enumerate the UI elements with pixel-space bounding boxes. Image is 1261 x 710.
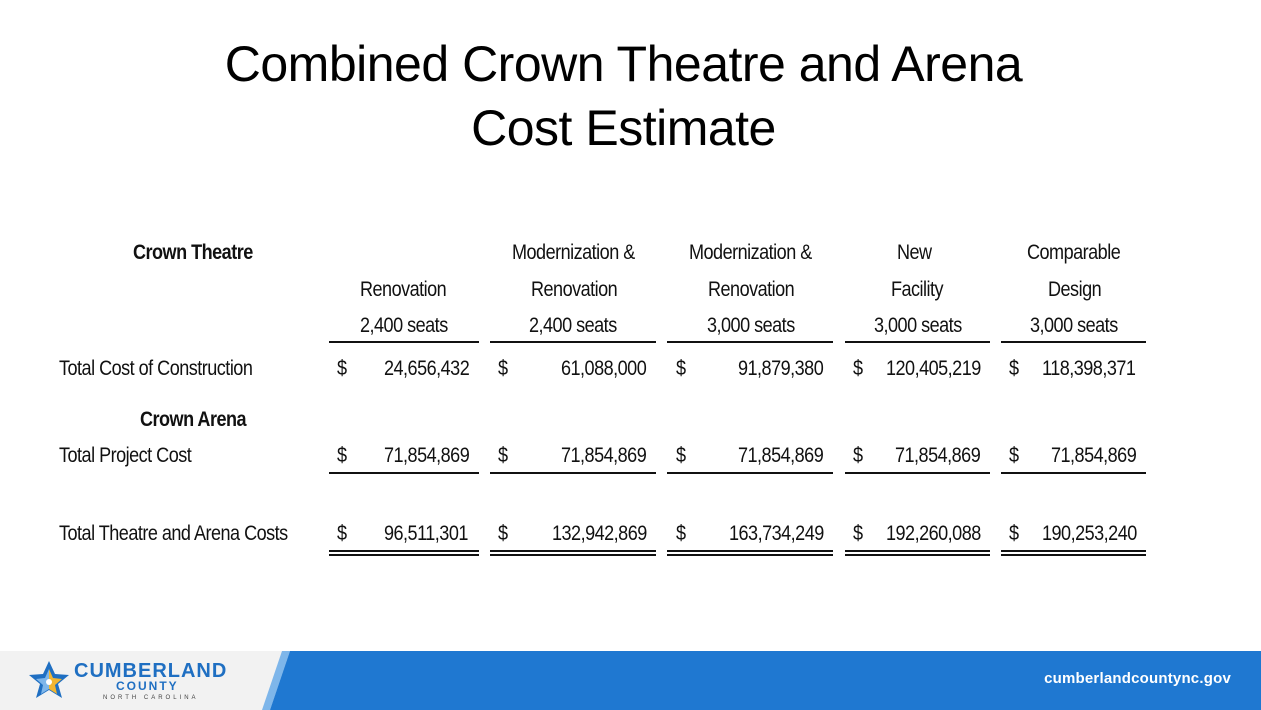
slide-title-line-1: Combined Crown Theatre and Arena	[224, 36, 1023, 92]
col-5-header-line-1: Comparable	[1027, 241, 1121, 264]
slide-title	[0, 32, 1247, 160]
row-project-cost-col-2-value: 71,854,869	[561, 444, 647, 467]
footer-logo-area	[0, 651, 300, 710]
row-project-cost-col-5-value: 71,854,869	[1051, 444, 1137, 467]
logo-state-text: NORTH CAROLINA	[103, 695, 199, 701]
slide-title-line-2: Cost Estimate	[471, 100, 776, 156]
crown-arena-label: Crown Arena	[140, 408, 247, 431]
col-1-header-line-2: Renovation	[360, 278, 447, 301]
row-construction-col-1-value: 24,656,432	[384, 357, 470, 380]
row-total-costs-col-1-currency: $	[337, 522, 347, 545]
row-project-cost-col-1-underline	[329, 472, 479, 474]
row-construction-col-4-currency: $	[853, 357, 863, 380]
row-total-costs-col-4-currency: $	[853, 522, 863, 545]
row-construction-col-3-currency: $	[676, 357, 686, 380]
col-1-header-underline	[329, 341, 479, 343]
row-total-costs-col-2-currency: $	[498, 522, 508, 545]
row-construction-label: Total Cost of Construction	[59, 357, 253, 380]
row-project-cost-col-5-underline	[1001, 472, 1146, 474]
col-5-header-underline	[1001, 341, 1146, 343]
row-project-cost-col-1-currency: $	[337, 444, 347, 467]
row-project-cost-col-4-currency: $	[853, 444, 863, 467]
col-3-header-line-3: 3,000 seats	[707, 314, 795, 337]
row-project-cost-col-2-underline	[490, 472, 656, 474]
col-5-header-line-3: 3,000 seats	[1030, 314, 1118, 337]
row-total-costs-col-5-value: 190,253,240	[1042, 522, 1137, 545]
col-2-header-line-1: Modernization &	[512, 241, 635, 264]
row-total-costs-col-2-double-underline	[490, 550, 656, 556]
row-project-cost-label: Total Project Cost	[59, 444, 192, 467]
col-4-header-line-3: 3,000 seats	[874, 314, 962, 337]
county-star-logo-icon	[28, 659, 70, 701]
col-3-header-line-2: Renovation	[708, 278, 795, 301]
row-construction-col-2-currency: $	[498, 357, 508, 380]
row-total-costs-col-1-double-underline	[329, 550, 479, 556]
crown-theatre-label: Crown Theatre	[133, 241, 253, 264]
logo-name-text: CUMBERLAND	[74, 660, 228, 682]
row-total-costs-col-3-currency: $	[676, 522, 686, 545]
row-total-costs-col-1-value: 96,511,301	[384, 522, 468, 545]
col-4-header-line-1: New	[897, 241, 932, 264]
col-2-header-underline	[490, 341, 656, 343]
row-total-costs-col-5-double-underline	[1001, 550, 1146, 556]
row-project-cost-col-4-value: 71,854,869	[895, 444, 981, 467]
col-5-header-line-2: Design	[1048, 278, 1102, 301]
row-total-costs-col-3-double-underline	[667, 550, 833, 556]
col-2-header-line-2: Renovation	[531, 278, 618, 301]
row-total-costs-col-4-value: 192,260,088	[886, 522, 981, 545]
row-construction-col-1-currency: $	[337, 357, 347, 380]
row-project-cost-col-3-value: 71,854,869	[738, 444, 824, 467]
row-construction-col-4-value: 120,405,219	[886, 357, 981, 380]
footer-bar	[0, 651, 1261, 710]
row-construction-col-2-value: 61,088,000	[561, 357, 647, 380]
col-3-header-underline	[667, 341, 833, 343]
row-project-cost-col-2-currency: $	[498, 444, 508, 467]
row-construction-col-3-value: 91,879,380	[738, 357, 824, 380]
row-construction-col-5-currency: $	[1009, 357, 1019, 380]
row-project-cost-col-3-underline	[667, 472, 833, 474]
col-3-header-line-1: Modernization &	[689, 241, 812, 264]
row-total-costs-col-4-double-underline	[845, 550, 990, 556]
row-construction-col-5-value: 118,398,371	[1042, 357, 1136, 380]
row-total-costs-label: Total Theatre and Arena Costs	[59, 522, 288, 545]
logo-county-text: COUNTY	[116, 679, 179, 693]
row-total-costs-col-5-currency: $	[1009, 522, 1019, 545]
row-project-cost-col-1-value: 71,854,869	[384, 444, 470, 467]
row-project-cost-col-4-underline	[845, 472, 990, 474]
row-total-costs-col-2-value: 132,942,869	[552, 522, 647, 545]
col-4-header-line-2: Facility	[891, 278, 944, 301]
row-project-cost-col-5-currency: $	[1009, 444, 1019, 467]
row-project-cost-col-3-currency: $	[676, 444, 686, 467]
col-2-header-line-3: 2,400 seats	[529, 314, 617, 337]
footer-website-link[interactable]: cumberlandcountync.gov	[1044, 670, 1231, 687]
col-4-header-underline	[845, 341, 990, 343]
col-1-header-line-3: 2,400 seats	[360, 314, 448, 337]
row-total-costs-col-3-value: 163,734,249	[729, 522, 824, 545]
